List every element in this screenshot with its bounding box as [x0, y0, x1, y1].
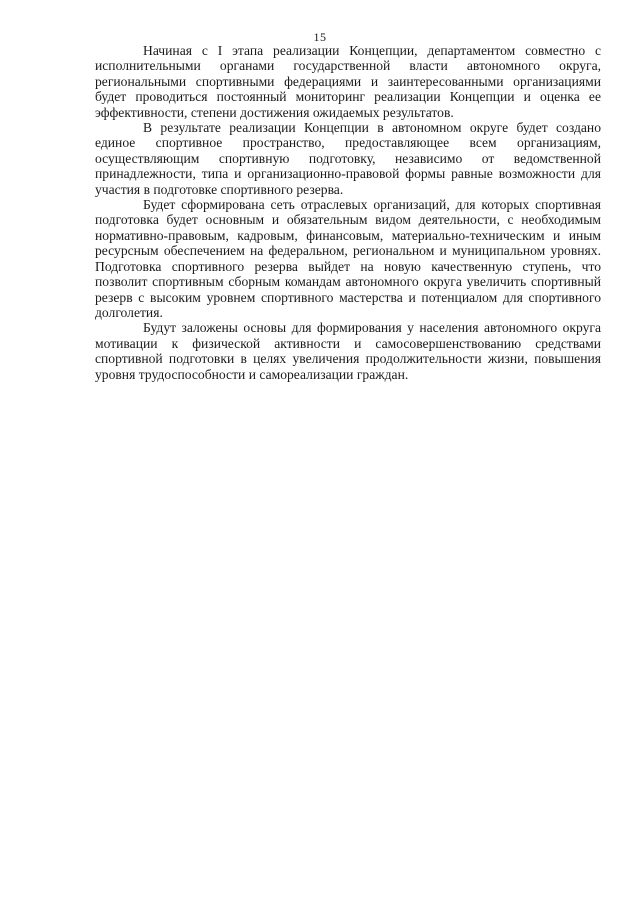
- paragraph-monitoring: Начиная с I этапа реализации Концепции, департаментом совместно с исполнительными органами государственной власти автономного округа, региональными спортивными федерациями и заинтересованными организациями будет проводиться постоянный мониторинг реализации Концепции и оценка ее эффективности, степени достижения ожидаемых результатов.: [95, 43, 601, 120]
- paragraph-sport-space: В результате реализации Концепции в автономном округе будет создано единое спортивное пространство, предоставляющее всем организациям, осуществляющим спортивную подготовку, независимо от ведомственной принадлежности, типа и организационно-правовой формы равные возможности для участия в подготовке спортивного резерва.: [95, 120, 601, 197]
- paragraph-organizations-network: Будет сформирована сеть отраслевых организаций, для которых спортивная подготовка будет основным и обязательным видом деятельности, с необходимым нормативно-правовым, кадровым, финансовым, материально-техническим и иным ресурсным обеспечением на федеральном, региональном и муниципальном уровнях. Подготовка спортивного резерва выйдет на новую качественную ступень, что позволит спортивным сборным командам автономного округа увеличить спортивный резерв с высоким уровнем спортивного мастерства и потенциалом для спортивного долголетия.: [95, 197, 601, 320]
- page-number: 15: [313, 30, 327, 44]
- document-body: [95, 43, 601, 382]
- paragraph-motivation: Будут заложены основы для формирования у населения автономного округа мотивации к физической активности и самосовершенствованию средствами спортивной подготовки в целях увеличения продолжительности жизни, повышения уровня трудоспособности и самореализации граждан.: [95, 320, 601, 382]
